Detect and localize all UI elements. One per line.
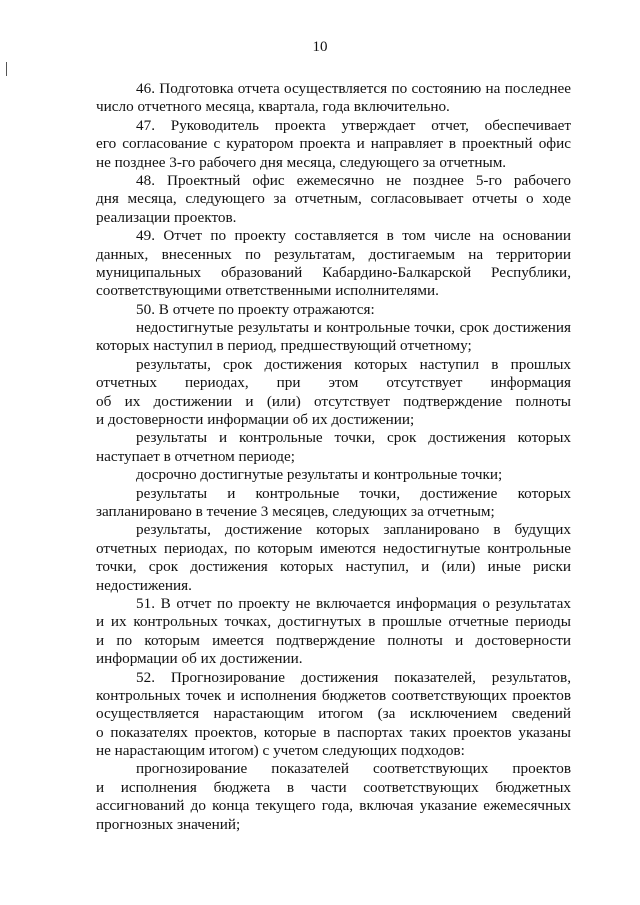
page-number: 10 xyxy=(312,39,328,55)
text-line: муниципальных образований Кабардино-Балкарской Республики, xyxy=(96,263,571,281)
text-line: ассигнований до конца текущего года, включая указание ежемесячных xyxy=(96,797,571,815)
text-line: точки, срок достижения которых наступил, и (или) иные риски xyxy=(96,558,571,576)
text-line: которых наступил в период, предшествующий отчетному; xyxy=(96,337,472,355)
margin-mark xyxy=(6,62,7,76)
text-line: и достоверности информации об их достижении; xyxy=(96,411,415,429)
text-line: и по которым имеется подтверждение полноты и достоверности xyxy=(96,631,571,649)
text-line: недостижения. xyxy=(96,576,192,594)
text-line: реализации проектов. xyxy=(96,208,237,226)
text-line: о показателях проектов, которые в паспортах таких проектов указаны xyxy=(96,723,571,741)
text-line: 51. В отчет по проекту не включается информация о результатах xyxy=(136,594,571,612)
text-line: об их достижении и (или) отсутствует подтверждение полноты xyxy=(96,392,571,410)
text-line: отчетных периодах, при этом отсутствует информация xyxy=(96,374,571,392)
text-line: недостигнутые результаты и контрольные точки, срок достижения xyxy=(136,319,571,337)
text-line: информации об их достижении. xyxy=(96,650,303,668)
text-line: его согласование с куратором проекта и направляет в проектный офис xyxy=(96,135,571,153)
text-line: число отчетного месяца, квартала, года включительно. xyxy=(96,98,450,116)
text-line: досрочно достигнутые результаты и контрольные точки; xyxy=(136,466,503,484)
document-body xyxy=(96,80,571,834)
text-line: и исполнения бюджета в части соответствующих бюджетных xyxy=(96,778,571,796)
text-line: результаты, достижение которых запланировано в будущих xyxy=(136,521,571,539)
text-line: прогнозирование показателей соответствующих проектов xyxy=(136,760,571,778)
text-line: 49. Отчет по проекту составляется в том числе на основании xyxy=(136,227,571,245)
text-line: 47. Руководитель проекта утверждает отчет, обеспечивает xyxy=(136,116,571,134)
text-line: соответствующими ответственными исполнителями. xyxy=(96,282,439,300)
text-line: не нарастающим итогом) с учетом следующих подходов: xyxy=(96,742,465,760)
text-line: контрольных точек и исполнения бюджетов соответствующих проектов xyxy=(96,686,571,704)
text-line: запланировано в течение 3 месяцев, следующих за отчетным; xyxy=(96,502,495,520)
text-line: 46. Подготовка отчета осуществляется по состоянию на последнее xyxy=(136,80,571,97)
text-line: осуществляется нарастающим итогом (за исключением сведений xyxy=(96,705,571,723)
text-line: отчетных периодах, по которым имеются недостигнутые контрольные xyxy=(96,539,571,557)
text-line: 50. В отчете по проекту отражаются: xyxy=(136,300,375,318)
text-line: результаты, срок достижения которых наступил в прошлых xyxy=(136,355,571,373)
text-line: прогнозных значений; xyxy=(96,815,241,833)
text-line: наступает в отчетном периоде; xyxy=(96,447,295,465)
text-line: результаты и контрольные точки, срок достижения которых xyxy=(136,429,571,447)
text-line: данных, внесенных по результатам, достигаемым на территории xyxy=(96,245,571,263)
text-line: и их контрольных точках, достигнутых в прошлые отчетные периоды xyxy=(96,613,571,631)
text-line: 52. Прогнозирование достижения показателей, результатов, xyxy=(136,668,571,686)
text-line: 48. Проектный офис ежемесячно не позднее 5-го рабочего xyxy=(136,171,571,189)
text-line: дня месяца, следующего за отчетным, согласовывает отчеты о ходе xyxy=(96,190,571,208)
text-line: не позднее 3-го рабочего дня месяца, следующего за отчетным. xyxy=(96,153,507,171)
text-line: результаты и контрольные точки, достижение которых xyxy=(136,484,571,502)
